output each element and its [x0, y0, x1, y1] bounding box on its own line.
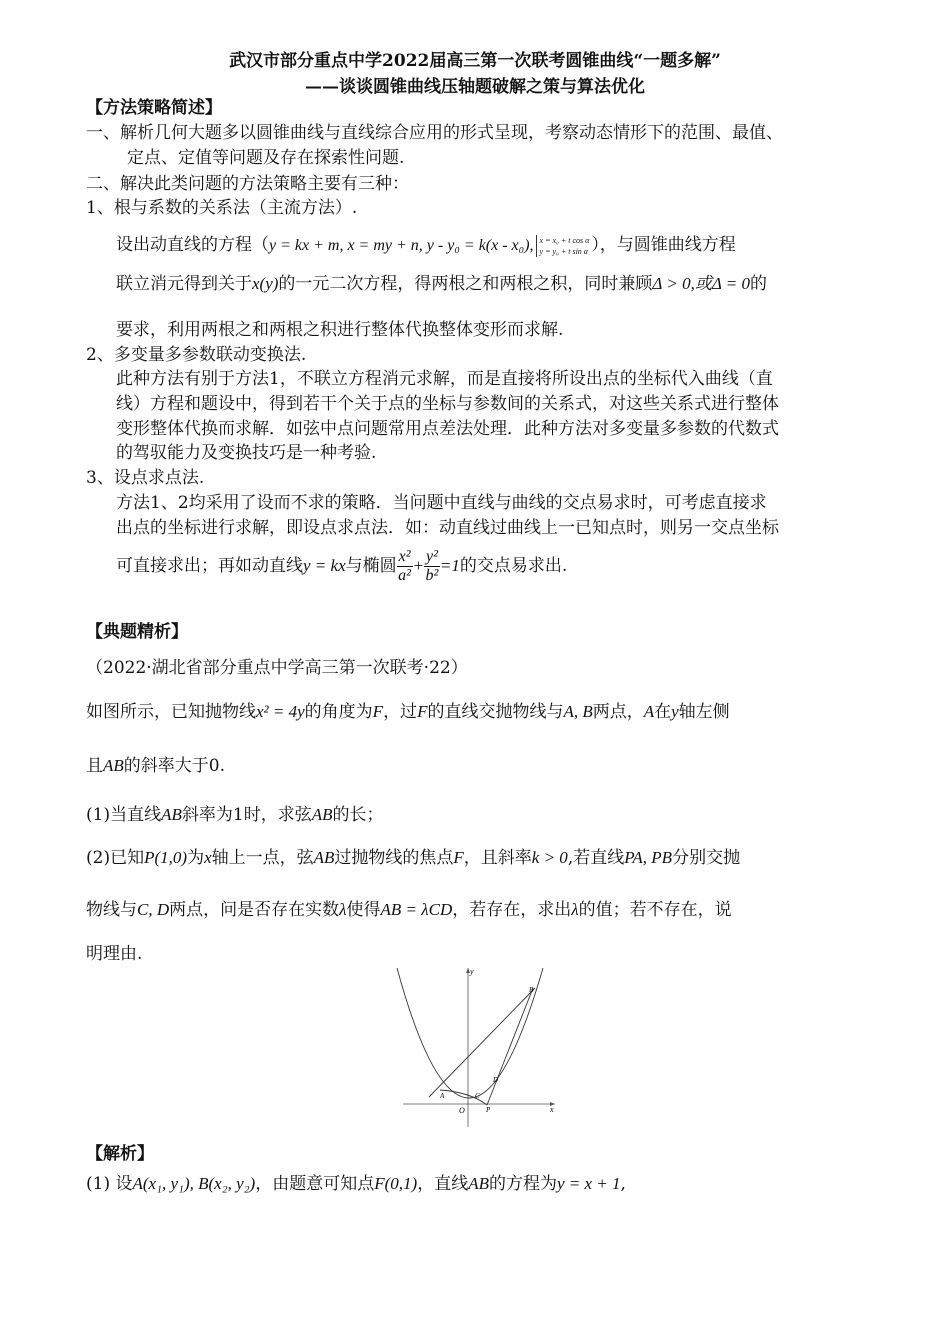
text: 如图所示，已知抛物线: [86, 702, 256, 722]
points-c-d: C, D: [137, 900, 170, 919]
text: 使得: [346, 900, 381, 920]
label-b: B: [529, 986, 534, 994]
example-heading: 【典题精析】: [86, 622, 188, 642]
text: ,: [620, 1174, 626, 1194]
text: 的方程为: [488, 1174, 557, 1194]
point-one-continued: 定点、定值等问题及存在探索性问题.: [127, 148, 405, 168]
text: 为: [187, 848, 205, 868]
text: 可直接求出；再如动直线: [116, 556, 303, 576]
method-2-line-4: 的驾驭能力及变换技巧是一种考验.: [116, 443, 377, 463]
label-c: C: [475, 1092, 480, 1100]
analysis-heading: 【解析】: [86, 1144, 154, 1164]
text: (2)已知: [86, 848, 145, 868]
numerator: y²: [426, 548, 438, 565]
method-2-line-2: 线）方程和题设中，得到若干个关于点的坐标与参数间的关系式，对这些关系式进行整体: [116, 394, 779, 414]
main-title: 武汉市部分重点中学2022届高三第一次联考圆锥曲线“一题多解”: [229, 51, 721, 71]
parabola-equation: x² = 4y: [256, 702, 305, 721]
line-pb: [487, 988, 533, 1105]
text: (1) 设: [86, 1174, 133, 1194]
method-3-line-2: 出点的坐标进行求解，即设点求点法．如：动直线过曲线上一已知点时，则另一交点坐标: [116, 518, 779, 538]
solution-line-1: [86, 1172, 626, 1196]
symbol-f: F: [372, 702, 384, 721]
question-line-2: [86, 754, 225, 778]
slope-condition: k > 0: [531, 848, 568, 867]
text: 的斜率大于0.: [123, 756, 226, 776]
fraction-y: [424, 548, 440, 585]
points-a-b-coords: A(x₁, y₁), B(x₂, y₂): [132, 1174, 256, 1193]
text: ，过: [383, 702, 418, 722]
symbol-y: y: [671, 702, 679, 721]
method-1-title: 1、根与系数的关系法（主流方法）.: [86, 198, 358, 218]
method-1-line-2: [116, 272, 767, 296]
chord-ab: AB: [311, 805, 333, 824]
label-x: x: [550, 1105, 554, 1114]
vector-equation: AB = λCD: [380, 900, 453, 919]
point-p: P(1,0): [144, 848, 188, 867]
denominator: b²: [425, 567, 439, 584]
text: 与椭圆: [345, 556, 397, 576]
strategy-heading: 【方法策略简述】: [86, 98, 222, 118]
symbol-lambda: λ: [571, 900, 579, 919]
symbol-f: F: [417, 702, 428, 721]
symbol-f: F: [453, 848, 464, 867]
text: ），与圆锥曲线方程: [591, 235, 736, 255]
text: 的角度为: [304, 702, 373, 722]
text: 在: [654, 702, 672, 722]
chord-ab: AB: [468, 1174, 489, 1193]
parabola-figure: [395, 962, 565, 1132]
numerator: x²: [398, 548, 411, 565]
method-2-title: 2、多变量多参数联动变换法.: [86, 345, 307, 365]
point-a: A: [643, 702, 655, 721]
denominator: a²: [398, 567, 411, 584]
text: 斜率为1时，求弦: [181, 805, 312, 825]
parabola-curve: [397, 968, 543, 1098]
text: 过抛物线的焦点: [334, 848, 454, 868]
text: 的交点易求出.: [459, 556, 568, 576]
points-a-b: A, B: [563, 702, 593, 721]
delta-condition: Δ > 0,或Δ = 0: [652, 274, 750, 293]
chord-ab: AB: [313, 848, 335, 867]
plus: +: [412, 556, 424, 575]
text: ,若直线: [567, 848, 625, 868]
label-a: A: [440, 1092, 445, 1100]
text: 设出动直线的方程（: [116, 235, 269, 255]
chord-ab: AB: [161, 805, 182, 824]
text: 轴左侧: [678, 702, 730, 722]
text: ，且斜率: [463, 848, 532, 868]
text: 的: [749, 274, 767, 294]
fraction-x: [397, 548, 413, 585]
method-3-line-1: 方法1、2均采用了设而不求的策略．当问题中直线与曲线的交点易求时，可考虑直接求: [116, 493, 767, 513]
text: ，由题意可知点: [255, 1174, 375, 1194]
parametric-system: [536, 235, 590, 257]
method-3-title: 3、设点求点法.: [86, 468, 205, 488]
text: 两点，: [592, 702, 644, 722]
text: 的值；若不存在，说: [578, 900, 732, 920]
method-2-line-1: 此种方法有别于方法1，不联立方程消元求解，而是直接将所设出点的坐标代入曲线（直: [116, 369, 773, 389]
text: 分别交抛: [672, 848, 741, 868]
part-2-line-2: [86, 898, 732, 922]
method-3-line-3: [116, 544, 567, 588]
label-p: P: [486, 1106, 491, 1114]
text: 轴上一点，弦: [211, 848, 314, 868]
method-1-line-1: [116, 233, 736, 258]
part-2-line-1: [86, 846, 740, 870]
symbol-lambda: λ: [339, 900, 347, 919]
focus-point: F(0,1): [374, 1174, 418, 1193]
question-line-1: [86, 700, 730, 724]
point-one: 一、解析几何大题多以圆锥曲线与直线综合应用的形式呈现，考察动态情形下的范围、最值、: [86, 123, 783, 143]
method-2-line-3: 变形整体代换而求解．如弦中点问题常用点差法处理．此种方法对多变量多参数的代数式: [116, 419, 779, 439]
part-2-line-3: 明理由.: [86, 944, 143, 964]
equals-one: =1: [439, 556, 460, 575]
param-y: y = y₀ + t sin α: [539, 246, 588, 256]
symbol-x: x: [204, 848, 212, 867]
label-o: O: [459, 1106, 465, 1115]
text: 且: [86, 756, 103, 776]
label-d: D: [493, 1076, 499, 1084]
method-1-line-3: 要求，利用两根之和两根之积进行整体代换整体变形而求解.: [116, 320, 564, 340]
point-two: 二、解决此类问题的方法策略主要有三种：: [86, 174, 409, 194]
text: ，若存在，求出: [452, 900, 572, 920]
line-ab: [429, 988, 535, 1097]
param-x: x = x₀ + t cos α: [539, 235, 590, 245]
lines-pa-pb: PA, PB: [624, 848, 673, 867]
text: 的一元二次方程，得两根之和两根之积，同时兼顾: [278, 274, 653, 294]
line-equation: y = x + 1: [556, 1174, 621, 1193]
text: 的长；: [332, 805, 384, 825]
problem-source: （2022·湖北省部分重点中学高三第一次联考·22）: [86, 658, 468, 678]
text: 两点，问是否存在实数: [169, 900, 340, 920]
text: ，直线: [417, 1174, 469, 1194]
line-ykx: y = kx: [303, 556, 346, 575]
sub-title: ——谈谈圆锥曲线压轴题破解之策与算法优化: [305, 77, 645, 97]
text: 的直线交抛物线与: [427, 702, 564, 722]
chord-ab: AB: [103, 756, 124, 775]
text: 物线与: [86, 900, 137, 920]
x-of-y: x(y): [252, 274, 279, 293]
label-y: y: [470, 967, 474, 976]
text: (1)当直线: [86, 805, 162, 825]
part-1: [86, 803, 383, 827]
line-equations: y = kx + m, x = my + n, y - y₀ = k(x - x₀),: [269, 237, 534, 254]
text: 联立消元得到关于: [116, 274, 252, 294]
